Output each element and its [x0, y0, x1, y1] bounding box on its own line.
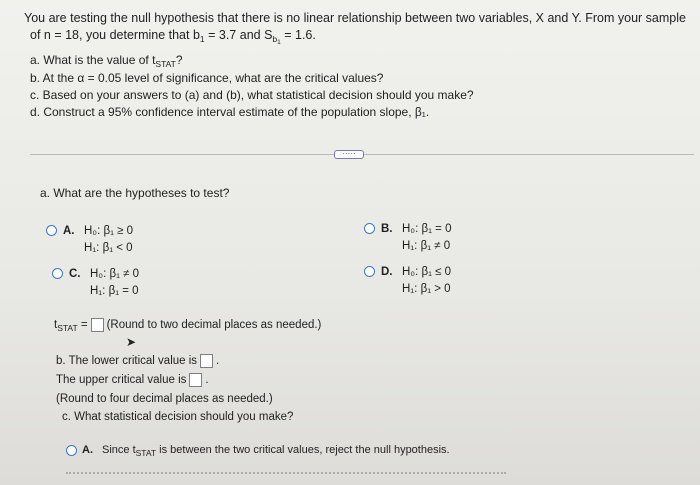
upper-critical-input[interactable] [189, 373, 202, 387]
part-a-question: a. What are the hypotheses to test? [40, 186, 230, 200]
option-b-letter: B. [381, 223, 393, 235]
option-c[interactable] [52, 266, 212, 302]
part-c-option-a-pre: Since t [102, 444, 136, 456]
part-c-option-a-text [102, 444, 450, 456]
part-c-option-a-sub: STAT [135, 448, 157, 458]
intro-sub-2-text: b [272, 34, 278, 44]
part-c-question: c. What statistical decision should you make? [62, 411, 294, 423]
tstat-input[interactable] [91, 318, 104, 332]
lower-critical-row: b. The lower critical value is . [56, 355, 220, 367]
intro-text-b: = 3.7 and S [204, 28, 273, 42]
option-b[interactable] [364, 221, 524, 257]
lower-critical-input[interactable] [200, 354, 213, 368]
part-b-section [56, 352, 273, 409]
upper-critical-row: The upper critical value is . [56, 374, 209, 386]
expand-more-button[interactable]: ····· [334, 150, 364, 159]
intro-line-1: You are testing the null hypothesis that there is no linear relationship between two variables, X and Y. From your sample [24, 11, 686, 25]
option-d[interactable] [364, 264, 524, 300]
upper-critical-label: The upper critical value is [56, 374, 187, 386]
option-c-h1: H₁: β₁ = 0 [90, 285, 139, 297]
tstat-label: t [54, 319, 58, 332]
problem-statement [24, 10, 694, 46]
radio-option-a[interactable] [46, 225, 57, 236]
option-d-h1: H₁: β₁ > 0 [402, 283, 451, 295]
mouse-cursor-icon: ➤ [126, 335, 137, 349]
intro-sub-1: 1 [199, 34, 205, 44]
option-a[interactable] [46, 223, 206, 259]
option-a-h1: H₁: β₁ < 0 [84, 242, 133, 254]
tstat-hint: (Round to two decimal places as needed.) [106, 319, 322, 332]
tstat-equals: = [77, 319, 88, 332]
option-d-letter: D. [381, 266, 393, 278]
part-c-option-a-post: is between the two critical values, reject the null hypothesis. [156, 444, 450, 456]
question-b: b. At the α = 0.05 level of significance, what are the critical values? [30, 71, 384, 85]
lower-critical-label: b. The lower critical value is [56, 355, 198, 367]
option-b-h0: H₀: β₁ = 0 [402, 223, 452, 235]
part-c-option-a[interactable] [66, 444, 486, 460]
intro-subsub: 1 [277, 39, 281, 46]
option-c-h0: H₀: β₁ ≠ 0 [90, 268, 140, 280]
question-list [30, 52, 474, 121]
option-c-letter: C. [69, 268, 81, 280]
question-d: d. Construct a 95% confidence interval estimate of the population slope, β₁. [30, 105, 430, 119]
radio-part-c-option-a[interactable] [66, 445, 77, 456]
option-a-h0: H₀: β₁ ≥ 0 [84, 225, 134, 237]
cut-off-next-option [66, 472, 506, 478]
tstat-sub: STAT [57, 323, 78, 334]
question-c: c. Based on your answers to (a) and (b), what statistical decision should you make? [30, 88, 474, 102]
tstat-row [54, 318, 321, 332]
radio-option-b[interactable] [364, 223, 375, 234]
question-a-text: a. What is the value of t [30, 53, 156, 67]
option-a-letter: A. [63, 225, 75, 237]
part-c-option-a-letter: A. [82, 444, 93, 456]
intro-text-a: of n = 18, you determine that b [30, 28, 200, 42]
part-b-hint: (Round to four decimal places as needed.) [56, 393, 273, 405]
intro-text-c: = 1.6. [280, 28, 316, 42]
question-a-sub: STAT [155, 59, 176, 69]
question-a [30, 52, 474, 70]
radio-option-c[interactable] [52, 268, 63, 279]
intro-line-2 [30, 27, 694, 46]
question-a-suffix: ? [175, 53, 183, 67]
option-d-h0: H₀: β₁ ≤ 0 [402, 266, 452, 278]
radio-option-d[interactable] [364, 266, 375, 277]
option-b-h1: H₁: β₁ ≠ 0 [402, 240, 451, 252]
intro-sub-2 [272, 34, 280, 44]
